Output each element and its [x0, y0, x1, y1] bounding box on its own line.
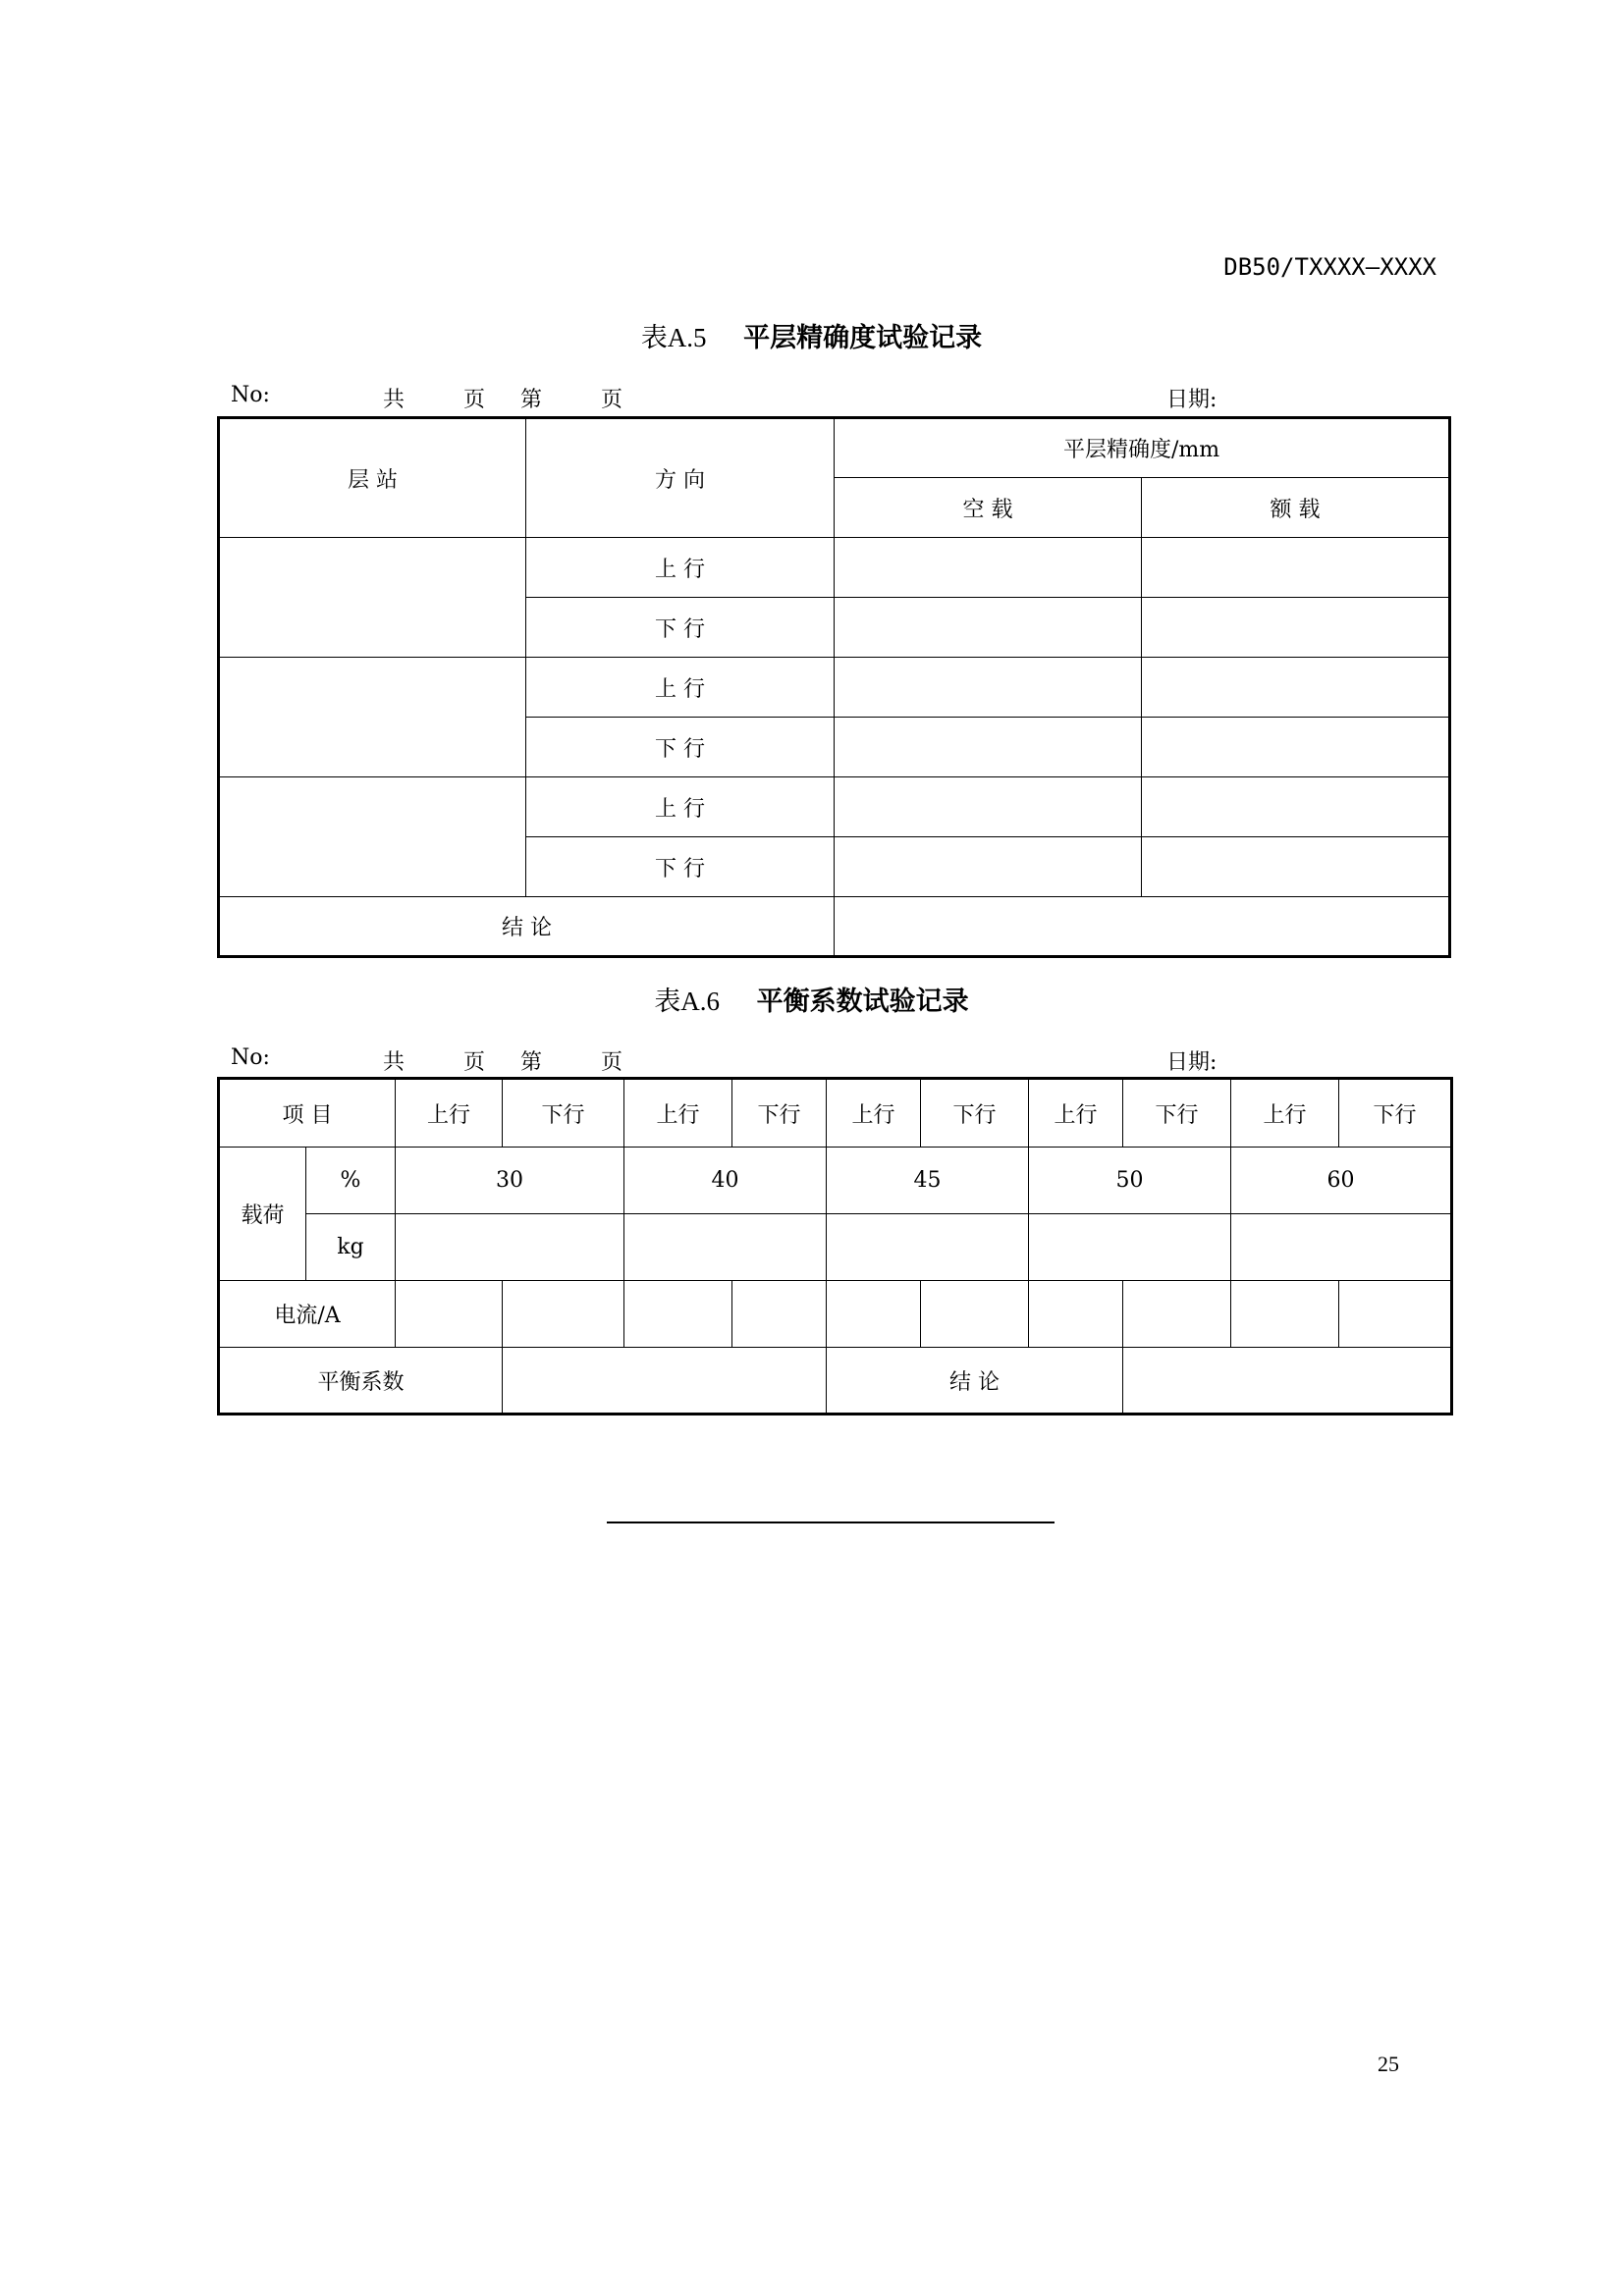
- meta-di: 第: [520, 388, 543, 412]
- empty-load-cell: [835, 837, 1142, 897]
- header-empty-load: 空 载: [835, 478, 1142, 538]
- empty-load-cell: [835, 538, 1142, 598]
- conclusion-value: [1123, 1348, 1452, 1415]
- percent-value: 50: [1029, 1148, 1231, 1214]
- percent-value: 30: [396, 1148, 624, 1214]
- kg-label: kg: [306, 1214, 396, 1281]
- item-label: 项 目: [219, 1079, 396, 1148]
- header-floor: 层 站: [219, 418, 526, 538]
- floor-cell: [219, 538, 526, 658]
- table-a6: [217, 1077, 1453, 1415]
- empty-load-cell: [835, 718, 1142, 777]
- table-a5-title: 平层精确度试验记录: [743, 323, 983, 353]
- direction-cell: 下 行: [526, 837, 835, 897]
- table-a6-label: 表A.6: [654, 987, 721, 1016]
- rated-load-cell: [1142, 777, 1450, 837]
- direction-header: 下行: [503, 1079, 624, 1148]
- meta-ye: 页: [463, 388, 486, 412]
- empty-load-cell: [835, 598, 1142, 658]
- conclusion-value: [835, 897, 1450, 957]
- meta-date: 日期:: [1166, 1050, 1217, 1075]
- percent-label: %: [306, 1148, 396, 1214]
- meta-ye2: 页: [601, 388, 623, 412]
- current-cell: [827, 1281, 921, 1348]
- percent-value: 60: [1231, 1148, 1452, 1214]
- meta-gong: 共: [383, 388, 406, 412]
- current-cell: [1231, 1281, 1339, 1348]
- header-accuracy: 平层精确度/mm: [835, 418, 1450, 478]
- floor-cell: [219, 777, 526, 897]
- kg-value: [1029, 1214, 1231, 1281]
- meta-ye: 页: [463, 1050, 486, 1075]
- meta-ye2: 页: [601, 1050, 623, 1075]
- current-cell: [1339, 1281, 1452, 1348]
- direction-header: 下行: [921, 1079, 1029, 1148]
- balance-value: [503, 1348, 827, 1415]
- meta-gong: 共: [383, 1050, 406, 1075]
- meta-no: No:: [231, 1045, 270, 1070]
- current-cell: [732, 1281, 827, 1348]
- empty-load-cell: [835, 777, 1142, 837]
- rated-load-cell: [1142, 718, 1450, 777]
- direction-header: 上行: [1231, 1079, 1339, 1148]
- document-code: DB50/TXXXX—XXXX: [1223, 253, 1436, 281]
- kg-value: [827, 1214, 1029, 1281]
- rated-load-cell: [1142, 837, 1450, 897]
- end-rule: [607, 1522, 1055, 1523]
- percent-value: 45: [827, 1148, 1029, 1214]
- meta-date: 日期:: [1166, 388, 1217, 412]
- rated-load-cell: [1142, 598, 1450, 658]
- direction-header: 上行: [396, 1079, 503, 1148]
- current-cell: [503, 1281, 624, 1348]
- meta-no: No:: [231, 383, 270, 407]
- empty-load-cell: [835, 658, 1142, 718]
- current-cell: [624, 1281, 732, 1348]
- current-cell: [1123, 1281, 1231, 1348]
- meta-di: 第: [520, 1050, 543, 1075]
- direction-header: 下行: [1123, 1079, 1231, 1148]
- direction-cell: 上 行: [526, 777, 835, 837]
- current-label: 电流/A: [219, 1281, 396, 1348]
- current-cell: [396, 1281, 503, 1348]
- table-a5: [217, 416, 1451, 958]
- conclusion-label: 结 论: [827, 1348, 1123, 1415]
- percent-value: 40: [624, 1148, 827, 1214]
- direction-cell: 下 行: [526, 718, 835, 777]
- direction-header: 上行: [1029, 1079, 1123, 1148]
- direction-header: 下行: [732, 1079, 827, 1148]
- table-a6-caption: [0, 980, 1623, 1018]
- table-a5-caption: [0, 316, 1623, 354]
- load-label: 载荷: [219, 1148, 306, 1281]
- direction-cell: 上 行: [526, 538, 835, 598]
- conclusion-label: 结 论: [219, 897, 835, 957]
- header-rated-load: 额 载: [1142, 478, 1450, 538]
- rated-load-cell: [1142, 538, 1450, 598]
- header-direction: 方 向: [526, 418, 835, 538]
- rated-load-cell: [1142, 658, 1450, 718]
- direction-header: 上行: [624, 1079, 732, 1148]
- kg-value: [1231, 1214, 1452, 1281]
- floor-cell: [219, 658, 526, 777]
- direction-header: 上行: [827, 1079, 921, 1148]
- current-cell: [1029, 1281, 1123, 1348]
- table-a6-title: 平衡系数试验记录: [756, 987, 969, 1017]
- current-cell: [921, 1281, 1029, 1348]
- direction-cell: 下 行: [526, 598, 835, 658]
- table-a5-label: 表A.5: [640, 323, 707, 352]
- kg-value: [396, 1214, 624, 1281]
- direction-header: 下行: [1339, 1079, 1452, 1148]
- page-number: 25: [1378, 2052, 1399, 2076]
- balance-label: 平衡系数: [219, 1348, 503, 1415]
- direction-cell: 上 行: [526, 658, 835, 718]
- kg-value: [624, 1214, 827, 1281]
